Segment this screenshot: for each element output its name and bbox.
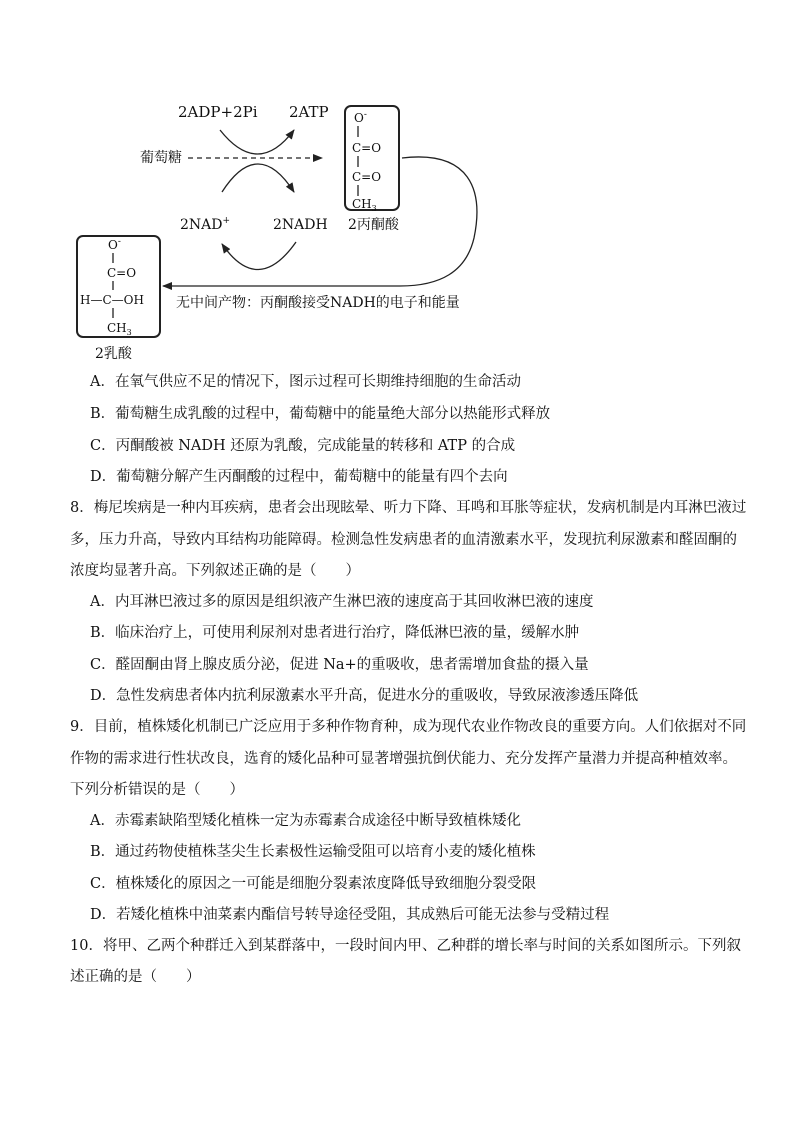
q7-option-a: A．在氧气供应不足的情况下，图示过程可长期维持细胞的生命活动 xyxy=(90,374,521,390)
q10-stem-line-1: 10．将甲、乙两个种群迁入到某群落中，一段时间内甲、乙种群的增长率与时间的关系如图所示。下列叙 xyxy=(70,938,741,954)
adp-label: 2ADP+2Pi xyxy=(178,103,258,121)
q8-option-b: B．临床治疗上，可使用利尿剂对患者进行治疗，降低淋巴液的量，缓解水肿 xyxy=(90,625,580,641)
q9-stem-line-1: 9．目前，植株矮化机制已广泛应用于多种作物育种，成为现代农业作物改良的重要方向。人们依据对不同 xyxy=(70,719,747,735)
lactate-mid: H—C—OH xyxy=(80,293,144,307)
q7-option-b: B．葡萄糖生成乳酸的过程中，葡萄糖中的能量绝大部分以热能形式释放 xyxy=(90,406,551,422)
lactate-label: 2乳酸 xyxy=(95,346,132,362)
nad-label: 2NAD+ xyxy=(180,216,231,233)
q8-option-c: C．醛固酮由肾上腺皮质分泌，促进 Na+的重吸收，患者需增加食盐的摄入量 xyxy=(90,657,589,673)
nad-nadh-arc xyxy=(222,164,294,192)
pyruvate-co-1: C=O xyxy=(352,141,382,155)
lactate-ch3: $CH_3$ xyxy=(107,321,132,337)
q7-option-d: D．葡萄糖分解产生丙酮酸的过程中，葡萄糖中的能量有四个去向 xyxy=(90,469,508,485)
q9-option-a: A．赤霉素缺陷型矮化植株一定为赤霉素合成途径中断导致植株矮化 xyxy=(90,813,521,829)
nadh-label: 2NADH xyxy=(273,217,328,233)
pyruvate-label: 2丙酮酸 xyxy=(348,217,399,233)
adp-atp-arc xyxy=(220,130,294,154)
q8-stem-line-2: 多，压力升高，导致内耳结构功能障碍。检测急性发病患者的血清激素水平，发现抗利尿激素和醛固酮的 xyxy=(70,532,737,548)
q8-option-d: D．急性发病患者体内抗利尿激素水平升高，促进水分的重吸收，导致尿液渗透压降低 xyxy=(90,688,639,704)
q9-option-d: D．若矮化植株中油菜素内酯信号转导途径受阻，其成熟后可能无法参与受精过程 xyxy=(90,907,610,923)
q10-stem-line-2: 述正确的是（ ） xyxy=(70,969,201,985)
q9-stem-line-3: 下列分析错误的是（ ） xyxy=(70,782,244,798)
q8-option-a: A．内耳淋巴液过多的原因是组织液产生淋巴液的速度高于其回收淋巴液的速度 xyxy=(90,594,594,610)
q9-option-c: C．植株矮化的原因之一可能是细胞分裂素浓度降低导致细胞分裂受限 xyxy=(90,876,537,892)
q8-stem-line-3: 浓度均显著升高。下列叙述正确的是（ ） xyxy=(70,563,360,579)
q9-stem-line-2: 作物的需求进行性状改良，选育的矮化品种可显著增强抗倒伏能力、充分发挥产量潜力并提高种植效率。 xyxy=(70,751,737,767)
pyruvate-ch3: $CH_3$ xyxy=(352,197,377,213)
q9-option-b: B．通过药物使植株茎尖生长素极性运输受阻可以培育小麦的矮化植株 xyxy=(90,844,536,860)
glycolysis-diagram xyxy=(0,0,793,370)
glucose-label: 葡萄糖 xyxy=(140,150,182,166)
nadh-return-arc xyxy=(222,242,296,270)
pyruvate-o-minus: O- xyxy=(354,110,367,125)
q8-stem-line-1: 8．梅尼埃病是一种内耳疾病，患者会出现眩晕、听力下降、耳鸣和耳胀等症状，发病机制是内耳淋巴液过 xyxy=(70,500,747,516)
lactate-o-minus: O- xyxy=(108,237,121,252)
pyruvate-co-2: C=O xyxy=(352,170,382,184)
lactate-co: C=O xyxy=(107,266,137,280)
diagram-note: 无中间产物：丙酮酸接受NADH的电子和能量 xyxy=(176,295,460,311)
atp-label: 2ATP xyxy=(289,103,329,121)
q7-option-c: C．丙酮酸被 NADH 还原为乳酸，完成能量的转移和 ATP 的合成 xyxy=(90,438,516,454)
